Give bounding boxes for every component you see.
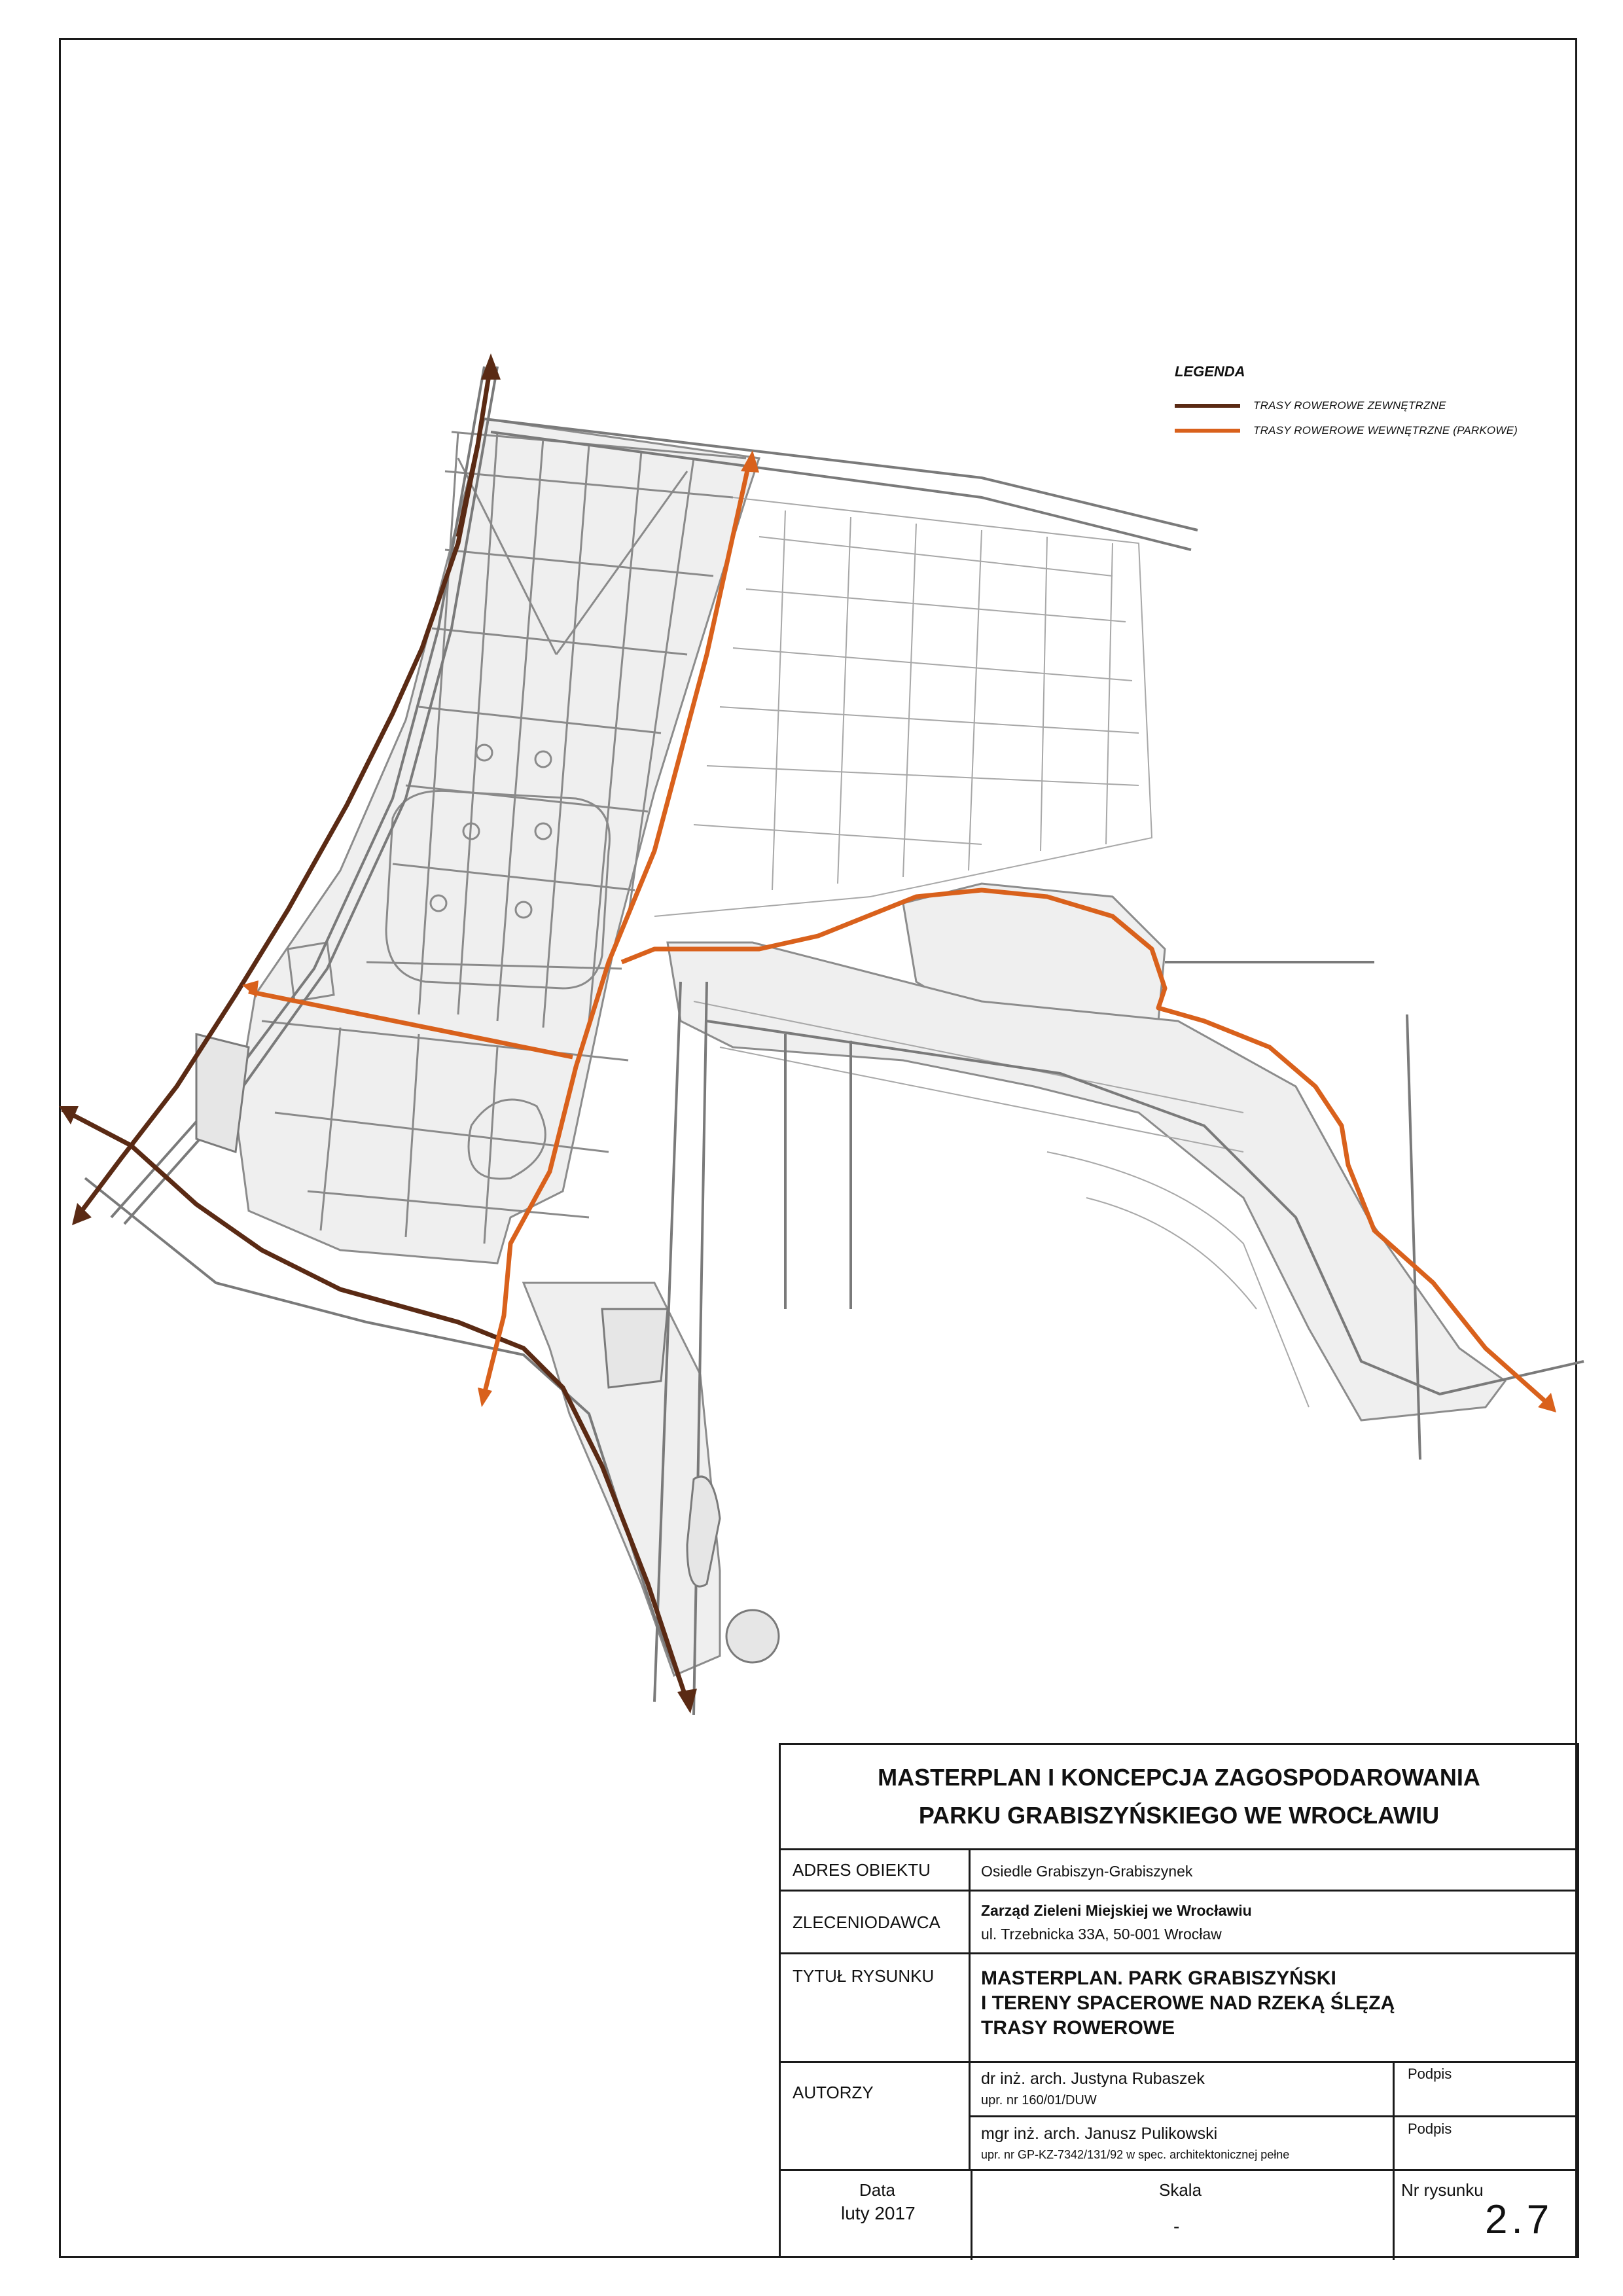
date-divider <box>971 2171 972 2260</box>
scale-divider <box>1393 2171 1395 2260</box>
authors-divider <box>971 2115 1579 2117</box>
drawing-title-line3: TRASY ROWEROWE <box>981 2017 1175 2039</box>
address-row <box>781 1848 1577 1892</box>
legend-label-internal: TRASY ROWEROWE WEWNĘTRZNE (PARKOWE) <box>1253 424 1518 437</box>
client-name: Zarząd Zieleni Miejskiej we Wrocławiu <box>981 1902 1252 1919</box>
signature-label-2: Podpis <box>1408 2121 1452 2137</box>
basemap <box>236 419 1505 1676</box>
title-block <box>779 1743 1579 2258</box>
legend-label-external: TRASY ROWEROWE ZEWNĘTRZNE <box>1253 399 1446 412</box>
map-legend <box>1175 363 1567 443</box>
legend-item-internal <box>1175 418 1567 443</box>
legend-swatch-external <box>1175 404 1240 408</box>
client-address: ul. Trzebnicka 33A, 50-001 Wrocław <box>981 1926 1222 1943</box>
author2-name: mgr inż. arch. Janusz Pulikowski <box>981 2125 1218 2143</box>
drawing-title-label: TYTUŁ RYSUNKU <box>793 1966 935 1986</box>
drawing-title-line2: I TERENY SPACEROWE NAD RZEKĄ ŚLĘZĄ <box>981 1992 1395 2014</box>
date-value: luty 2017 <box>841 2203 916 2223</box>
project-title <box>781 1745 1577 1850</box>
author1-license: upr. nr 160/01/DUW <box>981 2093 1097 2108</box>
date-label: Data <box>859 2180 895 2200</box>
address-label-cell <box>781 1848 971 1890</box>
legend-item-external <box>1175 393 1567 418</box>
authors-label-cell <box>781 2063 971 2169</box>
client-row <box>781 1892 1577 1954</box>
drawing-title-label-cell <box>781 1954 971 2061</box>
scale-value: - <box>1173 2216 1180 2236</box>
project-title-line2: PARKU GRABISZYŃSKIEGO WE WROCŁAWIU <box>918 1802 1440 1829</box>
drawing-title-row <box>781 1954 1577 2063</box>
client-label: ZLECENIODAWCA <box>793 1912 940 1932</box>
address-label: ADRES OBIEKTU <box>793 1860 931 1880</box>
legend-swatch-internal <box>1175 429 1240 433</box>
project-title-line1: MASTERPLAN I KONCEPCJA ZAGOSPODAROWANIA <box>878 1764 1480 1791</box>
signature-label-1: Podpis <box>1408 2066 1452 2082</box>
author1-name: dr inż. arch. Justyna Rubaszek <box>981 2070 1205 2088</box>
sheet-no-value: 2.7 <box>1485 2197 1554 2242</box>
address-value: Osiedle Grabiszyn-Grabiszynek <box>981 1863 1193 1880</box>
author2-license: upr. nr GP-KZ-7342/131/92 w spec. architektonicznej pełne <box>981 2148 1290 2161</box>
scale-label: Skala <box>1159 2180 1202 2200</box>
signature-divider <box>1393 2063 1395 2171</box>
sheet-no-label: Nr rysunku <box>1401 2180 1484 2200</box>
authors-label: AUTORZY <box>793 2083 874 2102</box>
drawing-title-line1: MASTERPLAN. PARK GRABISZYŃSKI <box>981 1967 1336 1989</box>
legend-title: LEGENDA <box>1175 363 1245 380</box>
authors-row <box>781 2063 1577 2171</box>
client-label-cell <box>781 1892 971 1952</box>
